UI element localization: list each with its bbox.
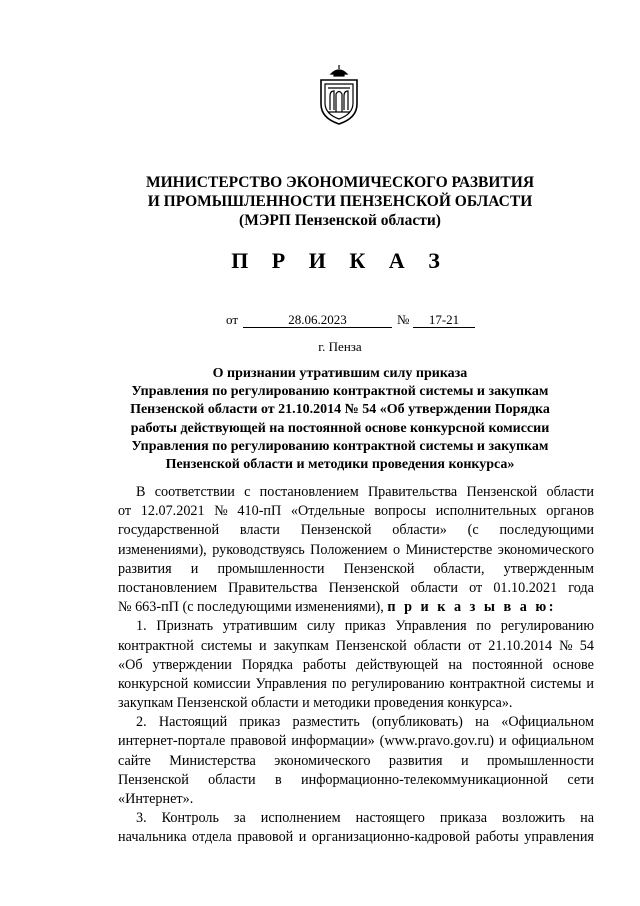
document-type-title: П Р И К А З — [231, 248, 449, 273]
word: 54 — [579, 637, 594, 654]
text-line — [118, 483, 594, 502]
text-line — [118, 521, 594, 540]
date-number-line — [0, 312, 640, 332]
word: контрактной — [449, 675, 526, 692]
word: власти — [239, 522, 280, 539]
word: приказа — [439, 810, 488, 827]
document-number: 17-21 — [413, 312, 475, 328]
subject-line: работы действующей на постоянной основе конкурсной комиссии — [130, 420, 550, 436]
coat-of-arms-emblem — [317, 64, 361, 126]
subject-line: Пензенской области от 21.10.2014 № 54 «Об утверждении Порядка — [130, 402, 550, 418]
word: постановлением — [118, 579, 218, 596]
subject-line: Управления по регулированию контрактной системы и закупкам — [131, 384, 549, 400]
text-line — [118, 502, 594, 521]
word: Пензенской — [343, 560, 415, 577]
word: соответствии — [154, 484, 235, 500]
word: области» — [392, 522, 447, 539]
word: 12.07.2021 — [140, 503, 205, 520]
text: закупкам Пензенской области и методики проведения конкурса». — [118, 695, 513, 712]
text-line — [118, 752, 594, 771]
word: В — [136, 484, 146, 500]
word: № — [214, 503, 228, 520]
subject-line: Пензенской области и методики проведения конкурса» — [165, 457, 515, 473]
word: Пензенской — [466, 484, 538, 500]
word: № — [559, 637, 573, 654]
word: Управления — [395, 618, 467, 635]
word: утверждении — [152, 656, 232, 673]
word: регулированию — [351, 675, 445, 692]
word: официальном — [511, 733, 594, 750]
word: и — [460, 752, 469, 769]
word: работы — [302, 656, 347, 673]
word: органов — [546, 503, 594, 520]
word: и — [499, 733, 507, 750]
word: области — [546, 484, 594, 500]
word: приказ — [239, 714, 281, 731]
word: Контроль — [161, 810, 219, 827]
text-line — [118, 732, 594, 751]
word: информации» — [291, 733, 375, 750]
word: управления — [524, 829, 594, 846]
word: от — [469, 579, 483, 596]
document-date: 28.06.2023 — [243, 312, 392, 328]
word: последующими — [499, 522, 594, 539]
word: возложить — [501, 810, 566, 827]
word: области — [410, 579, 458, 596]
word: Правительства — [367, 484, 458, 500]
word: интернет-портале — [118, 733, 226, 750]
word: системы — [200, 637, 253, 654]
word: экономического — [274, 752, 371, 769]
city: г. Пенза — [318, 339, 362, 354]
word: 3. — [136, 810, 147, 827]
word: руководствуясь — [212, 541, 305, 558]
word: силу — [306, 618, 336, 635]
word: с — [244, 484, 251, 500]
text-line — [118, 598, 594, 617]
word: конкурсной — [118, 675, 189, 692]
org-line-3: (МЭРП Пензенской области) — [239, 212, 441, 229]
word: контрактной — [118, 637, 194, 654]
word: отдела — [192, 829, 232, 846]
word: 01.10.2021 — [493, 579, 558, 596]
text-line — [118, 617, 594, 636]
word: экономического — [497, 541, 594, 558]
word: «Об — [118, 656, 143, 673]
organization-name — [100, 173, 580, 230]
word: действующей — [356, 656, 439, 673]
word: области — [413, 637, 462, 654]
word: Пензенской — [300, 522, 372, 539]
word: от — [118, 503, 132, 520]
word: развития — [118, 560, 172, 577]
word: правовой — [230, 733, 287, 750]
word: по — [331, 675, 347, 692]
org-line-1: МИНИСТЕРСТВО ЭКОНОМИЧЕСКОГО РАЗВИТИЯ — [145, 174, 535, 191]
number-prefix: № — [397, 312, 410, 327]
word: «Отдельные — [290, 503, 365, 520]
word: промышленности — [217, 560, 325, 577]
word: по — [476, 618, 492, 635]
word: (с — [467, 522, 479, 539]
word: Пензенской — [118, 771, 189, 788]
date-prefix: от — [226, 312, 239, 327]
word: Министерстве — [405, 541, 493, 558]
word: области, — [433, 560, 485, 577]
text-line — [118, 579, 594, 598]
word: сети — [567, 771, 594, 788]
word: (www.pravo.gov.ru) — [379, 733, 495, 750]
word: государственной — [118, 522, 220, 539]
word: комиссии — [193, 675, 251, 692]
word: и — [586, 675, 594, 692]
word: и — [298, 829, 307, 846]
word: приказ — [344, 618, 386, 635]
word: Настоящий — [158, 714, 228, 731]
word: на — [475, 714, 490, 731]
word: основе — [552, 656, 594, 673]
word: 21.10.2014 — [488, 637, 553, 654]
word: начальника — [118, 829, 187, 846]
word: правовой — [237, 829, 294, 846]
text-line — [118, 713, 594, 732]
word: утратившим — [222, 618, 298, 635]
word: Признать — [156, 618, 214, 635]
word: 1. — [136, 618, 147, 635]
word: на — [580, 810, 594, 827]
word: закупкам — [273, 637, 329, 654]
word: о — [393, 541, 401, 558]
word: 2. — [136, 714, 147, 731]
word: вопросы — [374, 503, 427, 520]
text-line — [118, 809, 594, 828]
word: области — [208, 771, 256, 788]
word: работы — [475, 829, 519, 846]
word: Пензенской — [328, 579, 400, 596]
word: информационно-телекоммуникационной — [301, 771, 549, 788]
word: разместить — [292, 714, 360, 731]
word: изменениями), — [118, 541, 207, 558]
word: сайте — [118, 752, 151, 769]
word: 410-пП — [237, 503, 282, 520]
text-line — [118, 790, 594, 809]
text-line — [118, 694, 594, 713]
document-subject — [100, 365, 580, 474]
word: Правительства — [228, 579, 318, 596]
subject-line: О признании утратившим силу приказа — [212, 366, 468, 381]
word: исполнительных — [435, 503, 537, 520]
word: Порядка — [241, 656, 293, 673]
word: постоянной — [472, 656, 543, 673]
org-line-2: И ПРОМЫШЛЕННОСТИ ПЕНЗЕНСКОЙ ОБЛАСТИ — [147, 193, 533, 210]
word: регулированию — [500, 618, 594, 635]
word: промышленности — [486, 752, 594, 769]
word: за — [233, 810, 246, 827]
word: Пензенской — [335, 637, 407, 654]
word: системы — [530, 675, 582, 692]
text-line — [118, 637, 594, 656]
word: на — [448, 656, 463, 673]
word: года — [568, 579, 594, 596]
word: Управления — [255, 675, 327, 692]
word: постановлением — [259, 484, 359, 500]
text-line — [118, 560, 594, 579]
word: от — [468, 637, 482, 654]
text: № 663-пП (с последующими изменениями), — [118, 599, 388, 616]
text-line — [118, 828, 594, 847]
text-line — [118, 675, 594, 694]
word: исполнением — [260, 810, 341, 827]
word: развития — [388, 752, 443, 769]
word: в — [274, 771, 282, 788]
word: и — [259, 637, 267, 654]
word: организационно-кадровой — [311, 829, 471, 846]
word: и — [190, 560, 199, 577]
word: настоящего — [355, 810, 425, 827]
command-word: п р и к а з ы в а ю: — [387, 599, 556, 616]
word: Министерства — [169, 752, 256, 769]
document-body — [118, 483, 594, 848]
text-line — [118, 771, 594, 790]
subject-line: Управления по регулированию контрактной системы и закупкам — [131, 438, 549, 454]
word: утвержденным — [503, 560, 594, 577]
text-line — [118, 656, 594, 675]
word: Положением — [310, 541, 388, 558]
word: «Официальном — [501, 714, 594, 731]
text: «Интернет». — [118, 791, 194, 807]
text-line — [118, 541, 594, 560]
word: (опубликовать) — [371, 714, 463, 731]
